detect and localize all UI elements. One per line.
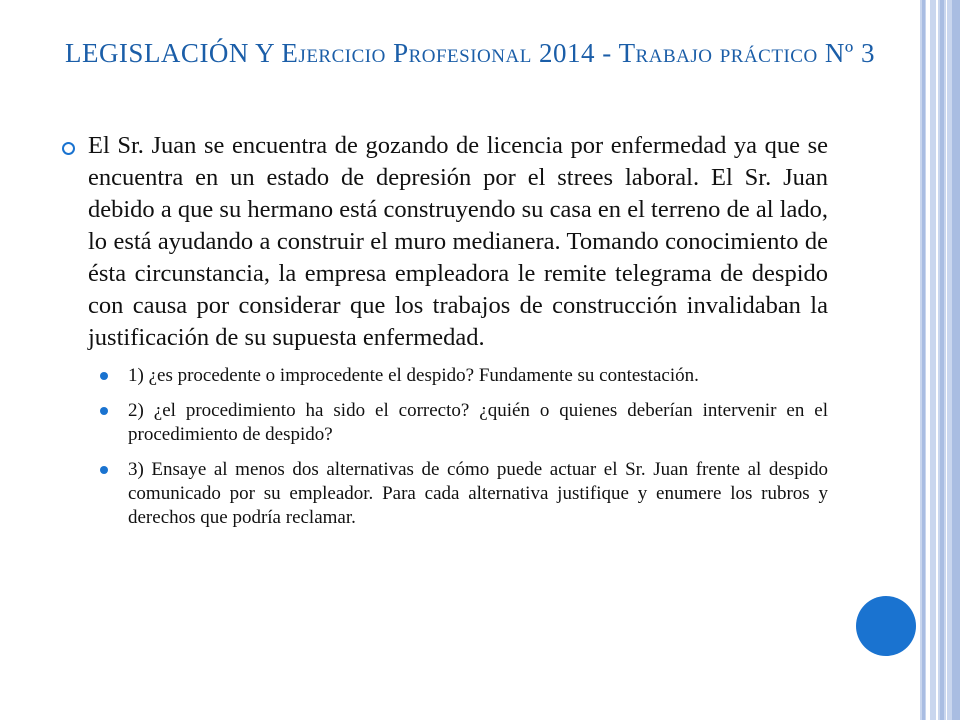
slide-content — [62, 130, 828, 541]
question-text: 3) Ensaye al menos dos alternativas de cómo puede actuar el Sr. Juan frente al despido comunicado por su empleador. Para cada alternativa justifique y enumere los rubros y derechos que podría reclamar. — [128, 459, 828, 528]
question-item — [100, 458, 828, 530]
edge-stripe — [952, 0, 960, 720]
main-bullet-text: El Sr. Juan se encuentra de gozando de licencia por enfermedad ya que se encuentra en un estado de depresión por el strees laboral. El Sr. Juan debido a que su hermano está construyendo su casa en el terreno de al lado, lo está ayudando a construir el muro medianera. Tomando conocimiento de ésta circunstancia, la empresa empleadora le remite telegrama de despido con causa por considerar que los trabajos de construcción invalidaban la justificación de su supuesta enfermedad. — [88, 132, 828, 351]
edge-stripe — [918, 0, 920, 720]
edge-stripe — [922, 0, 925, 720]
main-bullet-item — [62, 130, 828, 354]
dot-bullet-icon — [100, 466, 108, 474]
slide-title: LEGISLACIÓN Y Ejercicio Profesional 2014 - Trabajo práctico Nº 3 — [64, 38, 876, 68]
dot-bullet-icon — [100, 372, 108, 380]
question-item — [100, 399, 828, 447]
question-text: 2) ¿el procedimiento ha sido el correcto? ¿quién o quienes deberían intervenir en el procedimiento de despido? — [128, 400, 828, 445]
question-list — [62, 364, 828, 530]
dot-bullet-icon — [100, 407, 108, 415]
decorative-circle — [856, 596, 916, 656]
question-item — [100, 364, 828, 388]
edge-stripe — [936, 0, 938, 720]
edge-stripe — [926, 0, 930, 720]
edge-stripe — [940, 0, 944, 720]
question-text: 1) ¿es procedente o improcedente el despido? Fundamente su contestación. — [128, 365, 699, 386]
edge-stripe — [946, 0, 947, 720]
ring-bullet-icon — [62, 142, 75, 155]
